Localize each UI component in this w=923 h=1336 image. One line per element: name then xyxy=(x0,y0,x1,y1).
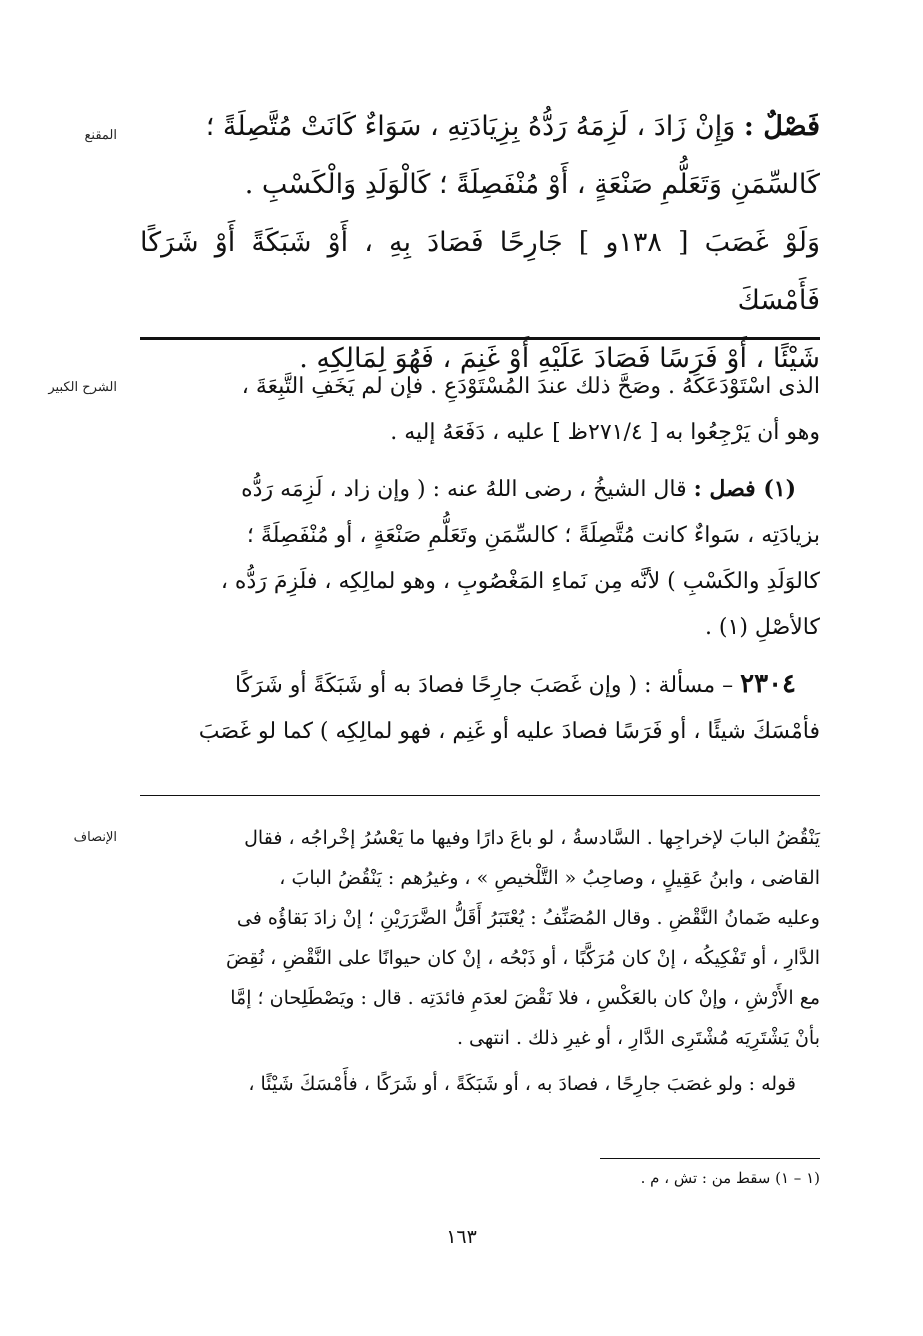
insaf-line: يَنْقُضُ البابَ لإخراجِها . السَّادسةُ ، لو باعَ دارًا وفيها ما يَعْسُرُ إخْراجُه ، فقال xyxy=(244,827,820,849)
sharh-line: بزيادَتِه ، سَواءٌ كانت مُتَّصِلَةً ؛ كالسِّمَنِ وتَعَلُّمِ صَنْعَةٍ ، أو مُنْفَصِلَةً ؛ xyxy=(246,523,820,548)
insaf-line: بأنْ يَشْتَرِيَه مُشْتَرِى الدَّارِ ، أو غيرِ ذلك . انتهى . xyxy=(456,1027,820,1049)
sharh-fasl-line xyxy=(140,466,820,513)
fasl-heading: فَصْلٌ : xyxy=(743,111,820,142)
muqni-text xyxy=(140,98,820,388)
section-divider xyxy=(140,337,820,340)
muqni-line: شَيْئًا ، أَوْ فَرَسًا فَصَادَ عَلَيْهِ أَوْ غَنِمَ ، فَهُوَ لِمَالِكِهِ . xyxy=(299,343,820,374)
section-divider xyxy=(140,795,820,796)
page-number: ١٦٣ xyxy=(446,1226,477,1248)
insaf-line: وعليه ضَمانُ النَّقْضِ . وقال المُصَنِّفُ : يُعْتَبَرُ أَقَلُّ الضَّرَرَيْنِ ؛ إنْ زادَ بَقاؤُه فى xyxy=(236,907,820,929)
insaf-line: مع الأَرْشِ ، وإنْ كان بالعَكْسِ ، فلا نَقْضَ لعدَمِ فائدَتِه . قال : ويَصْطَلِحان ؛ إمَّا xyxy=(230,987,820,1009)
muqni-line: كَالسِّمَنِ وَتَعَلُّمِ صَنْعَةٍ ، أَوْ مُنْفَصِلَةً ؛ كَالْوَلَدِ وَالْكَسْبِ . xyxy=(244,169,820,200)
insaf-text xyxy=(140,818,820,1104)
sharh-label: الشرح الكبير xyxy=(48,380,117,395)
masala-number: ٢٣٠٤ xyxy=(740,669,796,699)
sharh-line: كالأصْلِ (١) . xyxy=(704,615,820,640)
muqni-label: المقنع xyxy=(84,128,117,143)
insaf-line: الدَّارِ ، أو تَفْكِيكُه ، إنْ كان مُرَكَّبًا ، أو ذَبْحُه ، إنْ كان حيوانًا على النَّقْضِ ، نُقِضَ xyxy=(225,947,820,969)
sharh-line: كالوَلَدِ والكَسْبِ ) لأنَّه مِن نَماءِ المَغْصُوبِ ، وهو لمالِكِه ، فلَزِمَ رَدُّه ، xyxy=(220,569,820,594)
insaf-line: قوله : ولو غصَبَ جارِحًا ، فصادَ به ، أو شَبَكَةً ، أو شَرَكًا ، فأَمْسَكَ شَيْئًا ، xyxy=(248,1073,796,1095)
sharh-text xyxy=(140,364,820,755)
insaf-label: الإنصاف xyxy=(73,830,117,845)
masala-line xyxy=(140,661,820,709)
sharh-line: الذى اسْتَوْدَعَكَهُ . وصَحَّ ذلك عندَ المُسْتَوْدَعِ . فإن لم يَخَفِ التَّبِعَةَ ، xyxy=(241,374,820,399)
footnote-divider xyxy=(600,1158,820,1159)
muqni-line-text: وَإِنْ زَادَ ، لَزِمَهُ رَدُّهُ بِزِيَادَتِهِ ، سَوَاءٌ كَانَتْ مُتَّصِلَةً ؛ xyxy=(205,111,736,142)
sharh-line: وهو أن يَرْجِعُوا به [ ٢٧١/٤ظ ] عليه ، دَفَعَهُ إليه . xyxy=(390,420,820,445)
muqni-line: وَلَوْ غَصَبَ [ ١٣٨و ] جَارِحًا فَصَادَ بِهِ ، أَوْ شَبَكَةً أَوْ شَرَكًا فَأَمْسَكَ xyxy=(140,227,820,316)
sharh-fasl-heading: (١) فصل : xyxy=(693,476,796,502)
insaf-line: القاضى ، وابنُ عَقِيلٍ ، وصاحِبُ « التَّلْخيصِ » ، وغيرُهم : يَنْقُضُ البابَ ، xyxy=(279,867,820,889)
sharh-fasl-text: قال الشيخُ ، رضى اللهُ عنه : ( وإن زاد ، لَزِمَه رَدُّه xyxy=(241,477,687,502)
muqni-line xyxy=(140,98,820,156)
masala-text: – مسألة : ( وإن غَصَبَ جارِحًا فصادَ به أو شَبَكَةً أو شَرَكًا xyxy=(235,673,734,698)
sharh-line: فأمْسَكَ شيئًا ، أو فَرَسًا فصادَ عليه أو غَنِم ، فهو لمالِكِه ) كما لو غَصَبَ xyxy=(198,719,820,744)
footnote: (١ – ١) سقط من : تش ، م . xyxy=(640,1169,820,1187)
